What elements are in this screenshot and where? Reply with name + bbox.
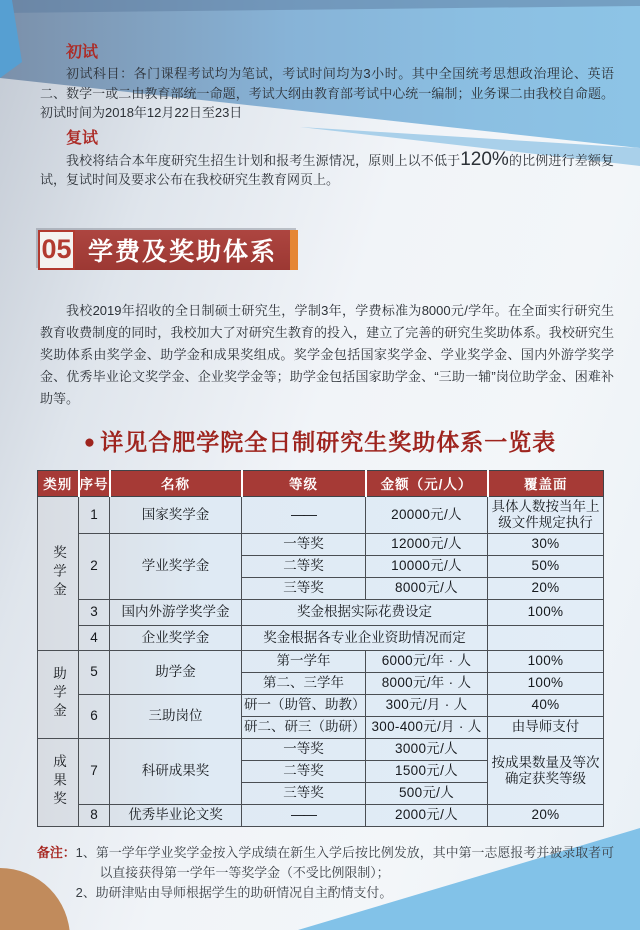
cell-level: —— (242, 804, 366, 826)
cell-number: 3 (79, 599, 110, 625)
cell-amount: 500元/人 (366, 782, 488, 804)
cell-number: 1 (79, 496, 110, 533)
cell-level: 一等奖 (242, 738, 366, 760)
cell-coverage: 100% (488, 650, 604, 672)
retest-paragraph (40, 150, 614, 190)
notes-section (37, 843, 614, 903)
table-row (38, 738, 604, 760)
cell-number: 6 (79, 694, 110, 738)
cell-coverage: 按成果数量及等次确定获奖等级 (488, 738, 604, 804)
cell-name: 国家奖学金 (110, 496, 242, 533)
cell-level: 二等奖 (242, 555, 366, 577)
header-amount: 金额（元/人） (366, 470, 488, 496)
category-scholarship: 奖学金 (38, 496, 79, 650)
note-item-1: 1、第一学年学业奖学金按入学成绩在新生入学后按比例发放，其中第一志愿报考并被录取者可以直接获得第一学年一等奖学金（不受比例限制）； (75, 844, 614, 880)
cell-amount: 300-400元/月 · 人 (366, 716, 488, 738)
cell-note: 奖金根据实际花费设定 (242, 599, 488, 625)
cell-coverage: 具体人数按当年上级文件规定执行 (488, 496, 604, 533)
category-achievement: 成果奖 (38, 738, 79, 826)
retest-percentage: 120% (460, 148, 509, 170)
cell-coverage: 100% (488, 672, 604, 694)
cell-amount: 8000元/年 · 人 (366, 672, 488, 694)
header-number: 序号 (79, 470, 110, 496)
cell-name: 学业奖学金 (110, 533, 242, 599)
retest-text-before: 我校将结合本年度研究生招生计划和报考生源情况，原则上以不低于 (66, 152, 461, 168)
cell-amount: 10000元/人 (366, 555, 488, 577)
banner-orange-accent (290, 230, 298, 270)
intro-section (40, 300, 614, 410)
cell-coverage: 100% (488, 599, 604, 625)
retest-text-after: 的比例进行差额复试，复试时间及要求公布在我校研究生教育网页上。 (40, 152, 614, 187)
first-exam-heading: 初试 (66, 44, 99, 61)
cell-number: 4 (79, 625, 110, 650)
table-row (38, 694, 604, 716)
cell-coverage: 30% (488, 533, 604, 555)
cell-note: 奖金根据各专业企业资助情况而定 (242, 625, 488, 650)
cell-coverage: 20% (488, 577, 604, 599)
first-exam-paragraph: 初试科目：各门课程考试均为笔试，考试时间均为3小时。其中全国统考思想政治理论、英语二、数学一或二由教育部统一命题，考试大纲由教育部考试中心统一编制；业务课二由我校自命题。初试时间为2018年12月22日至23日 (40, 66, 614, 120)
cell-number: 7 (79, 738, 110, 804)
cell-name: 优秀毕业论文奖 (110, 804, 242, 826)
table-header (38, 470, 604, 496)
cell-name: 助学金 (110, 650, 242, 694)
cell-number: 5 (79, 650, 110, 694)
notes-label: 备注： (37, 844, 76, 860)
cell-amount: 2000元/人 (366, 804, 488, 826)
header-level: 等级 (242, 470, 366, 496)
cell-level: 第一学年 (242, 650, 366, 672)
cell-coverage: 由导师支付 (488, 716, 604, 738)
cell-coverage: 20% (488, 804, 604, 826)
notes-items (76, 843, 614, 903)
cell-level: 研二、研三（助研） (242, 716, 366, 738)
cell-coverage: 40% (488, 694, 604, 716)
cell-amount: 8000元/人 (366, 577, 488, 599)
cell-number: 2 (79, 533, 110, 599)
cell-amount: 6000元/年 · 人 (366, 650, 488, 672)
scholarship-table (37, 470, 604, 827)
table-row (38, 625, 604, 650)
table-row (38, 804, 604, 826)
cell-level: 研一（助管、助教） (242, 694, 366, 716)
cell-coverage: 50% (488, 555, 604, 577)
cell-name: 企业奖学金 (110, 625, 242, 650)
bullet-icon: ● (83, 431, 97, 453)
cell-amount: 1500元/人 (366, 760, 488, 782)
header-category: 类别 (38, 470, 79, 496)
section-title-banner: 学费及奖助体系 (75, 230, 290, 270)
cell-name: 国内外游学奖学金 (110, 599, 242, 625)
cell-amount: 12000元/人 (366, 533, 488, 555)
cell-name: 三助岗位 (110, 694, 242, 738)
cell-level: 三等奖 (242, 577, 366, 599)
section-header (38, 230, 640, 270)
section-number-box: 05 (38, 230, 75, 270)
table-row (38, 496, 604, 533)
cell-level: —— (242, 496, 366, 533)
retest-heading: 复试 (66, 129, 99, 147)
header-name: 名称 (110, 470, 242, 496)
cell-amount: 20000元/人 (366, 496, 488, 533)
table-row (38, 599, 604, 625)
header-coverage: 覆盖面 (488, 470, 604, 496)
cell-level: 三等奖 (242, 782, 366, 804)
cell-level: 一等奖 (242, 533, 366, 555)
category-grant: 助学金 (38, 650, 79, 738)
table-title (0, 424, 640, 457)
table-title-text: 详见合肥学院全日制研究生奖助体系一览表 (100, 428, 557, 455)
table-row (38, 533, 604, 555)
exam-section (0, 0, 640, 190)
cell-amount: 3000元/人 (366, 738, 488, 760)
cell-amount: 300元/月 · 人 (366, 694, 488, 716)
cell-coverage (488, 625, 604, 650)
table-row (38, 650, 604, 672)
intro-paragraph: 我校2019年招收的全日制硕士研究生，学制3年，学费标准为8000元/学年。在全面实行研究生教育收费制度的同时，我校加大了对研究生教育的投入，建立了完善的研究生奖助体系。我校研究生奖助体系由奖学金、助学金和成果奖组成。奖学金包括国家奖学金、学业奖学金、国内外游学奖学金、优秀毕业论文奖学金、企业奖学金等；助学金包括国家助学金、“三助一辅”岗位助学金、困难补助等。 (40, 302, 614, 406)
cell-name: 科研成果奖 (110, 738, 242, 804)
cell-level: 第二、三学年 (242, 672, 366, 694)
cell-number: 8 (79, 804, 110, 826)
note-item-2: 2、助研津贴由导师根据学生的助研情况自主酌情支付。 (75, 884, 393, 900)
cell-level: 二等奖 (242, 760, 366, 782)
